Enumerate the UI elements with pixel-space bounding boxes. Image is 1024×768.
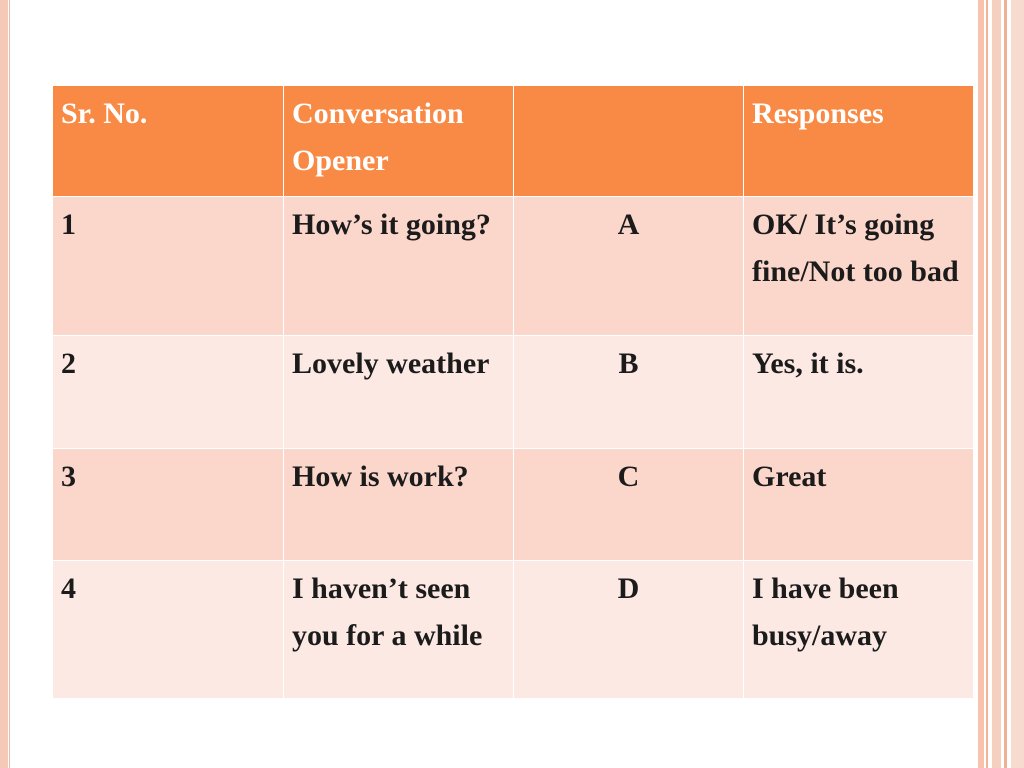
cell-letter: A: [514, 197, 744, 336]
header-letter: [514, 86, 744, 197]
header-responses: Responses: [744, 86, 974, 197]
slide-left-border: [0, 0, 8, 768]
cell-sr-no: 2: [53, 336, 284, 449]
cell-opener: How is work?: [284, 449, 514, 561]
cell-letter: B: [514, 336, 744, 449]
cell-sr-no: 3: [53, 449, 284, 561]
cell-response: Yes, it is.: [744, 336, 974, 449]
table-row: [53, 197, 974, 336]
cell-opener: How’s it going?: [284, 197, 514, 336]
cell-response: Great: [744, 449, 974, 561]
table-row: [53, 336, 974, 449]
header-sr-no: Sr. No.: [53, 86, 284, 197]
cell-sr-no: 1: [53, 197, 284, 336]
cell-opener: Lovely weather: [284, 336, 514, 449]
cell-sr-no: 4: [53, 561, 284, 699]
table-header-row: [53, 86, 974, 197]
cell-letter: D: [514, 561, 744, 699]
cell-letter: C: [514, 449, 744, 561]
cell-response: I have been busy/away: [744, 561, 974, 699]
table-row: [53, 561, 974, 699]
slide-right-border: [978, 0, 1024, 768]
conversation-table: [52, 85, 974, 699]
cell-response: OK/ It’s going fine/Not too bad: [744, 197, 974, 336]
table-row: [53, 449, 974, 561]
header-conversation-opener: Conversation Opener: [284, 86, 514, 197]
cell-opener: I haven’t seen you for a while: [284, 561, 514, 699]
